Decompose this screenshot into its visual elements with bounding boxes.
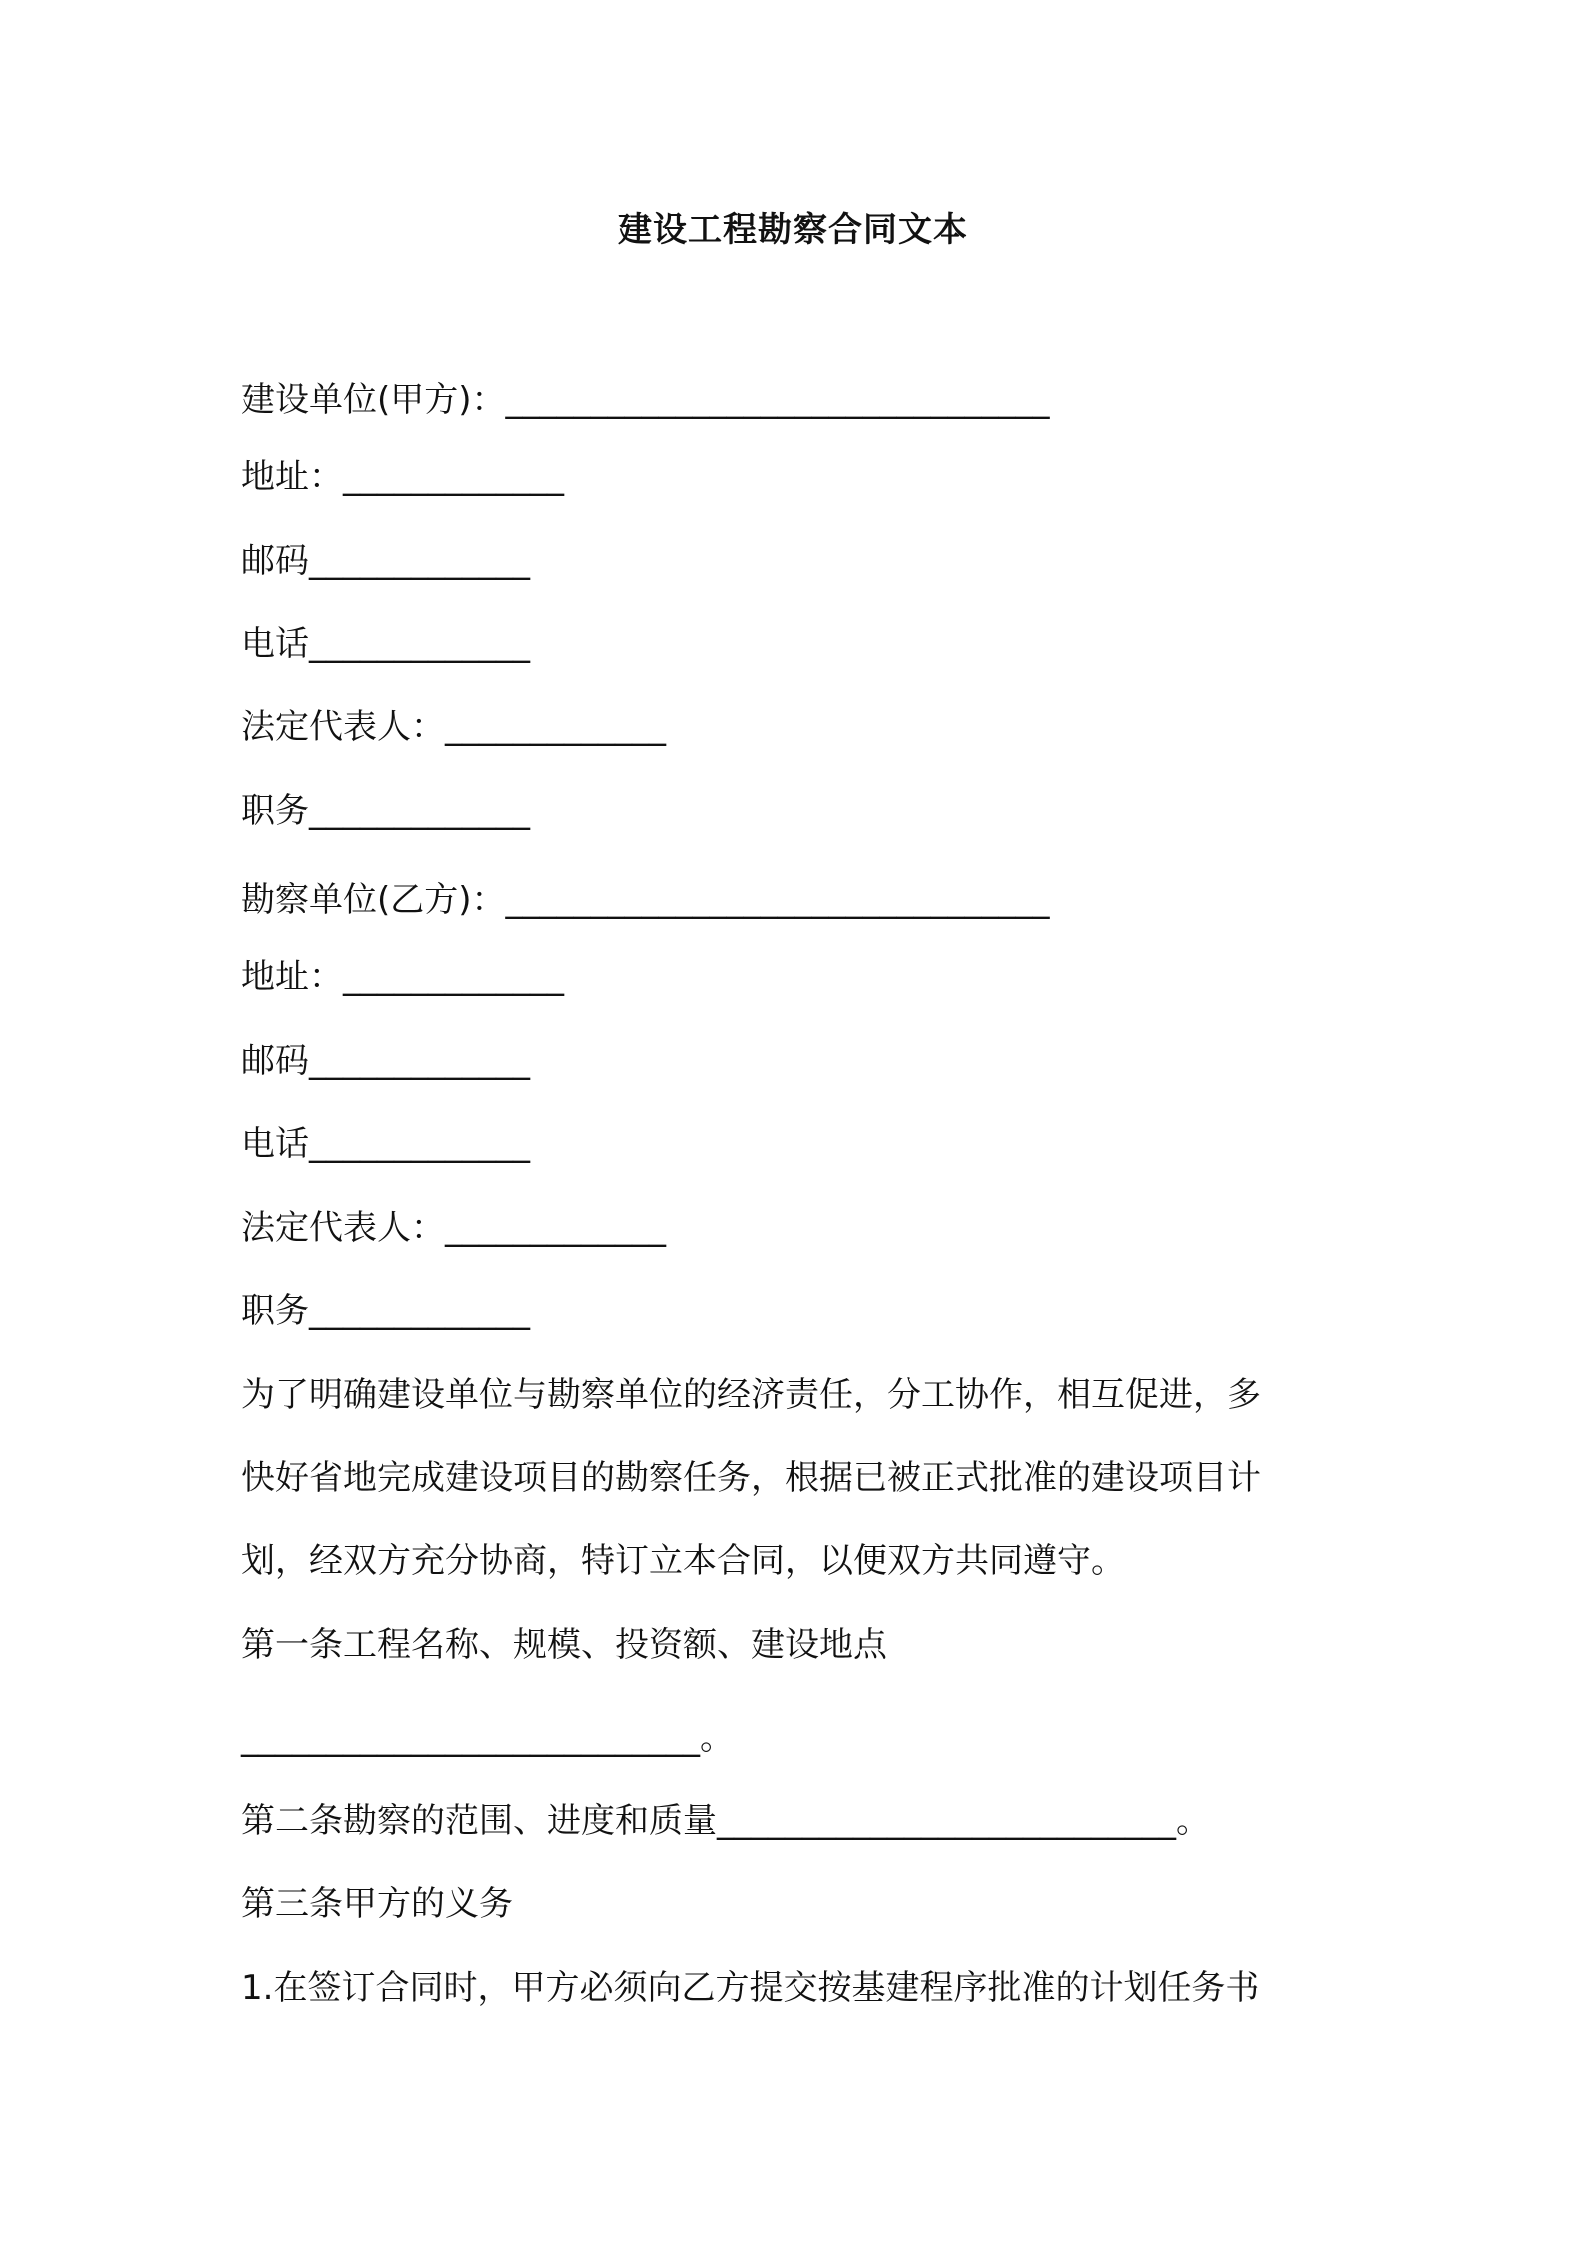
party-a-address-line: 地址：_____________ [241, 457, 564, 497]
preamble-line-2: 快好省地完成建设项目的勘察任务，根据已被正式批准的建设项目计 [241, 1458, 1261, 1498]
document-title: 建设工程勘察合同文本 [618, 210, 968, 250]
preamble-line-1: 为了明确建设单位与勘察单位的经济责任，分工协作，相互促进，多 [241, 1375, 1261, 1415]
article-2-line: 第二条勘察的范围、进度和质量___________________________。 [241, 1801, 1210, 1841]
party-b-unit-line: 勘察单位(乙方)：________________________________ [241, 880, 1050, 920]
party-a-phone-line: 电话_____________ [241, 624, 530, 664]
party-b-phone-line: 电话_____________ [241, 1124, 530, 1164]
party-b-postcode-line: 邮码_____________ [241, 1041, 530, 1081]
preamble-line-3: 划，经双方充分协商，特订立本合同，以便双方共同遵守。 [241, 1541, 1125, 1581]
party-b-legal-rep-line: 法定代表人：_____________ [241, 1208, 666, 1248]
article-1-blank: ___________________________。 [241, 1718, 734, 1758]
article-3-heading: 第三条甲方的义务 [241, 1884, 513, 1924]
article-1-heading: 第一条工程名称、规模、投资额、建设地点 [241, 1625, 887, 1665]
party-a-legal-rep-line: 法定代表人：_____________ [241, 707, 666, 747]
party-a-postcode-line: 邮码_____________ [241, 541, 530, 581]
party-a-unit-line: 建设单位(甲方)：________________________________ [241, 380, 1050, 420]
party-b-position-line: 职务_____________ [241, 1291, 530, 1331]
article-3-item-1: 1.在签订合同时，甲方必须向乙方提交按基建程序批准的计划任务书 [241, 1968, 1260, 2008]
party-b-address-line: 地址：_____________ [241, 957, 564, 997]
party-a-position-line: 职务_____________ [241, 791, 530, 831]
